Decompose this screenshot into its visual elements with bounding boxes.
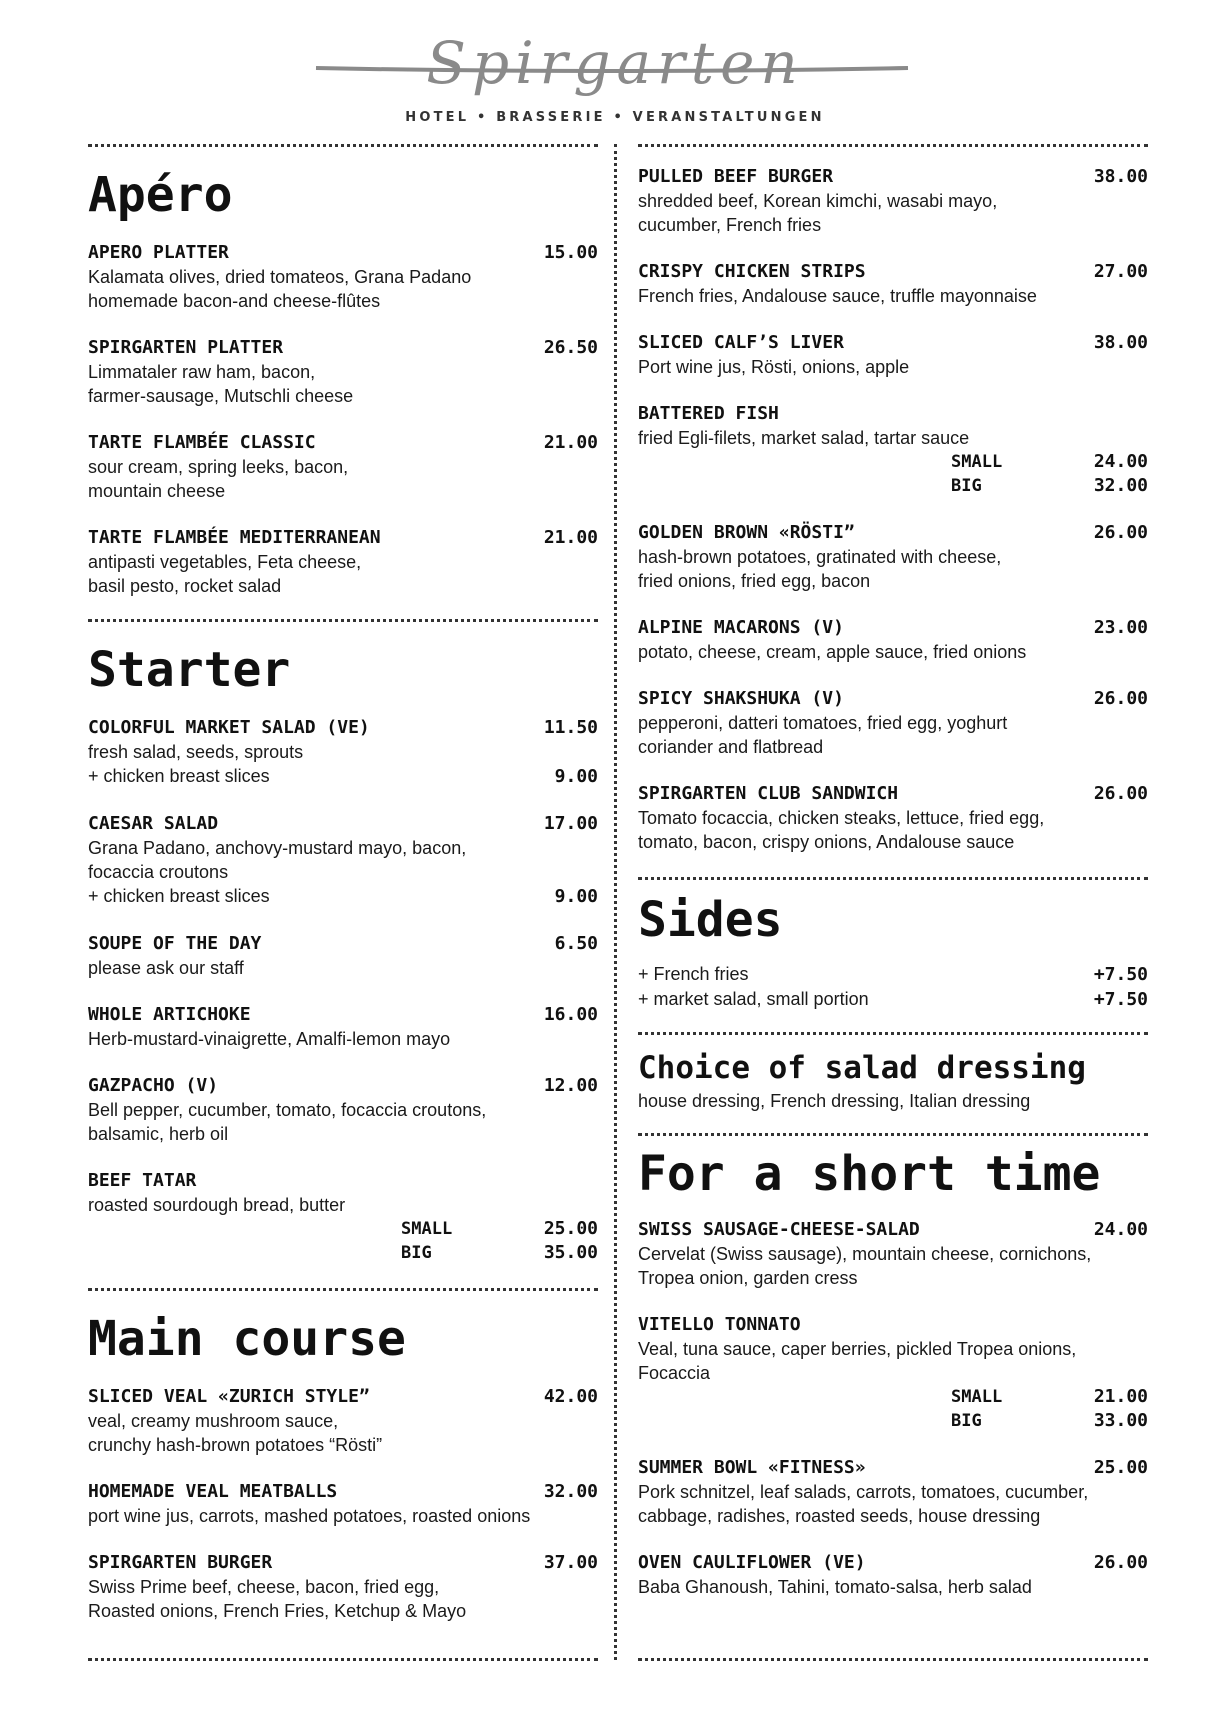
menu-item-header xyxy=(88,812,598,836)
menu-item-name: SOUPE OF THE DAY xyxy=(88,933,262,954)
menu-item-header xyxy=(88,1074,598,1098)
section-divider xyxy=(638,1133,1148,1136)
menu-item-name: SLICED VEAL «ZURICH STYLE” xyxy=(88,1386,370,1407)
menu-item xyxy=(88,812,598,909)
menu-item-name: SLICED CALF’S LIVER xyxy=(638,332,844,353)
addon-label: + chicken breast slices xyxy=(88,766,270,786)
portion-size-label: BIG xyxy=(951,1411,982,1431)
menu-item-price: 15.00 xyxy=(543,242,598,263)
menu-item-description: hash-brown potatoes, gratinated with cheese, xyxy=(638,547,1002,567)
menu-item-name: SPIRGARTEN CLUB SANDWICH xyxy=(638,783,899,804)
for-a-short-time-list xyxy=(638,1218,1148,1599)
menu-item-header xyxy=(638,1551,1148,1575)
menu-item-description: Swiss Prime beef, cheese, bacon, fried egg, xyxy=(88,1577,440,1597)
portion-size-price: 35.00 xyxy=(543,1242,598,1263)
menu-item xyxy=(638,616,1148,664)
menu-item-description: fried onions, fried egg, bacon xyxy=(638,571,871,591)
side-item-label: + market salad, small portion xyxy=(638,989,869,1009)
menu-item-name: SPIRGARTEN PLATTER xyxy=(88,337,284,358)
addon-label: + chicken breast slices xyxy=(88,886,270,906)
menu-item-description: shredded beef, Korean kimchi, wasabi mayo, xyxy=(638,191,998,211)
menu-item-name: CRISPY CHICKEN STRIPS xyxy=(638,261,866,282)
menu-item xyxy=(638,1218,1148,1290)
menu-item-description: cucumber, French fries xyxy=(638,215,822,235)
menu-item-header xyxy=(638,1313,1148,1337)
menu-item-price: 25.00 xyxy=(1093,1457,1148,1478)
menu-item-description: Focaccia xyxy=(638,1363,711,1383)
main-course-continued-list xyxy=(638,165,1148,854)
menu-item-name: BEEF TATAR xyxy=(88,1170,197,1191)
menu-item-description: potato, cheese, cream, apple sauce, fried onions xyxy=(638,642,1027,662)
menu-item-header xyxy=(638,782,1148,806)
menu-item xyxy=(638,1456,1148,1528)
menu-item-description: veal, creamy mushroom sauce, xyxy=(88,1411,339,1431)
menu-item xyxy=(88,336,598,408)
left-column xyxy=(88,144,598,1646)
menu-item-price: 26.50 xyxy=(543,337,598,358)
menu-item-header xyxy=(638,521,1148,545)
menu-item-description: fried Egli-filets, market salad, tartar sauce xyxy=(638,428,970,448)
menu-item xyxy=(88,1169,598,1265)
menu-item-header xyxy=(638,616,1148,640)
section-divider xyxy=(88,1288,598,1291)
menu-item-price: 37.00 xyxy=(543,1552,598,1573)
portion-size-label: SMALL xyxy=(401,1219,453,1239)
portion-sizes xyxy=(88,1217,598,1265)
menu-item-name: SUMMER BOWL «FITNESS» xyxy=(638,1457,866,1478)
menu-item-price: 24.00 xyxy=(1093,1219,1148,1240)
menu-item xyxy=(638,331,1148,379)
addon-price: 9.00 xyxy=(554,766,598,787)
menu-item-description: Herb-mustard-vinaigrette, Amalfi-lemon mayo xyxy=(88,1029,451,1049)
menu-item xyxy=(638,165,1148,237)
portion-size-row xyxy=(951,1385,1148,1409)
section-title-starter: Starter xyxy=(88,642,291,698)
menu-item-name: COLORFUL MARKET SALAD (VE) xyxy=(88,717,370,738)
portion-size-label: SMALL xyxy=(951,452,1003,472)
main-course-list xyxy=(88,1385,598,1623)
menu-item-description: crunchy hash-brown potatoes “Rösti” xyxy=(88,1435,383,1455)
menu-item-price: 26.00 xyxy=(1093,688,1148,709)
menu-item-description: basil pesto, rocket salad xyxy=(88,576,282,596)
menu-item-name: PULLED BEEF BURGER xyxy=(638,166,834,187)
menu-item-price: 21.00 xyxy=(543,527,598,548)
menu-item-price: 12.00 xyxy=(543,1075,598,1096)
menu-item xyxy=(638,1551,1148,1599)
menu-item-description: please ask our staff xyxy=(88,958,244,978)
menu-item-header xyxy=(88,1480,598,1504)
menu-item-description: fresh salad, seeds, sprouts xyxy=(88,742,304,762)
menu-item-price: 11.50 xyxy=(543,717,598,738)
logo-subtitle: HOTEL • BRASSERIE • VERANSTALTUNGEN xyxy=(405,110,825,125)
portion-sizes xyxy=(638,1385,1148,1433)
menu-item-header xyxy=(88,1169,598,1193)
menu-item-header xyxy=(88,932,598,956)
menu-item-name: SWISS SAUSAGE-CHEESE-SALAD xyxy=(638,1219,920,1240)
menu-item-description: Kalamata olives, dried tomateos, Grana Padano xyxy=(88,267,472,287)
menu-item-price: 32.00 xyxy=(543,1481,598,1502)
menu-item-description: roasted sourdough bread, butter xyxy=(88,1195,346,1215)
column-divider xyxy=(614,144,617,1660)
menu-item-header xyxy=(88,241,598,265)
menu-item-name: WHOLE ARTICHOKE xyxy=(88,1004,251,1025)
menu-item-price: 26.00 xyxy=(1093,1552,1148,1573)
menu-item-header xyxy=(638,260,1148,284)
menu-item-header xyxy=(88,336,598,360)
menu-item-addon xyxy=(88,884,598,909)
side-item-price: +7.50 xyxy=(1093,989,1148,1010)
menu-item xyxy=(88,1551,598,1623)
menu-item xyxy=(638,782,1148,854)
menu-item-price: 26.00 xyxy=(1093,522,1148,543)
menu-item-header xyxy=(638,331,1148,355)
menu-item xyxy=(88,431,598,503)
portion-size-row xyxy=(951,450,1148,474)
side-item xyxy=(638,962,1148,987)
menu-item-price: 16.00 xyxy=(543,1004,598,1025)
menu-item-header xyxy=(88,431,598,455)
menu-item-name: OVEN CAULIFLOWER (VE) xyxy=(638,1552,866,1573)
logo-wordmark: Spirgarten xyxy=(426,29,804,97)
menu-item-description: Veal, tuna sauce, caper berries, pickled Tropea onions, xyxy=(638,1339,1077,1359)
portion-size-label: BIG xyxy=(951,476,982,496)
bottom-divider-left xyxy=(88,1658,598,1661)
menu-item xyxy=(88,1480,598,1528)
portion-size-price: 21.00 xyxy=(1093,1386,1148,1407)
menu-item-price: 21.00 xyxy=(543,432,598,453)
side-item xyxy=(638,987,1148,1012)
menu-item-price: 27.00 xyxy=(1093,261,1148,282)
salad-dressing-options: house dressing, French dressing, Italian dressing xyxy=(638,1091,1031,1111)
menu-item-addon xyxy=(88,764,598,789)
menu-item-description: sour cream, spring leeks, bacon, xyxy=(88,457,349,477)
section-divider xyxy=(638,877,1148,880)
menu-item-description: Tropea onion, garden cress xyxy=(638,1268,858,1288)
menu-item-description: Port wine jus, Rösti, onions, apple xyxy=(638,357,910,377)
menu-item-description: homemade bacon-and cheese-flûtes xyxy=(88,291,381,311)
portion-size-price: 33.00 xyxy=(1093,1410,1148,1431)
menu-item-name: SPICY SHAKSHUKA (V) xyxy=(638,688,844,709)
menu-item-price: 38.00 xyxy=(1093,166,1148,187)
menu-item-description: mountain cheese xyxy=(88,481,226,501)
menu-item-name: VITELLO TONNATO xyxy=(638,1314,801,1335)
menu-item-header xyxy=(638,402,1148,426)
menu-item-description: balsamic, herb oil xyxy=(88,1124,229,1144)
menu-item xyxy=(638,687,1148,759)
menu-item-header xyxy=(638,687,1148,711)
menu-item-description: Baba Ghanoush, Tahini, tomato-salsa, herb salad xyxy=(638,1577,1032,1597)
portion-size-label: SMALL xyxy=(951,1387,1003,1407)
brand-logo xyxy=(310,28,920,138)
starter-list xyxy=(88,716,598,1265)
menu-item-name: CAESAR SALAD xyxy=(88,813,219,834)
sides-list xyxy=(638,962,1148,1012)
menu-item xyxy=(638,1313,1148,1433)
menu-item-description: Bell pepper, cucumber, tomato, focaccia croutons, xyxy=(88,1100,487,1120)
menu-item-name: GAZPACHO (V) xyxy=(88,1075,219,1096)
side-item-label: + French fries xyxy=(638,964,749,984)
menu-item xyxy=(88,1385,598,1457)
menu-item-header xyxy=(638,1456,1148,1480)
menu-item-description: Cervelat (Swiss sausage), mountain cheese, cornichons, xyxy=(638,1244,1092,1264)
menu-item-header xyxy=(88,1003,598,1027)
bottom-divider-right xyxy=(638,1658,1148,1661)
menu-item-price: 42.00 xyxy=(543,1386,598,1407)
menu-item-name: TARTE FLAMBÉE CLASSIC xyxy=(88,432,316,453)
menu-item-name: HOMEMADE VEAL MEATBALLS xyxy=(88,1481,338,1502)
portion-size-row xyxy=(401,1217,598,1241)
portion-size-price: 32.00 xyxy=(1093,475,1148,496)
menu-item-name: BATTERED FISH xyxy=(638,403,779,424)
menu-item xyxy=(88,716,598,789)
menu-item-name: TARTE FLAMBÉE MEDITERRANEAN xyxy=(88,527,381,548)
menu-item xyxy=(88,932,598,980)
menu-item-header xyxy=(88,1385,598,1409)
menu-item-description: French fries, Andalouse sauce, truffle mayonnaise xyxy=(638,286,1037,306)
menu-item-description: farmer-sausage, Mutschli cheese xyxy=(88,386,354,406)
section-title-for-a-short-time: For a short time xyxy=(638,1146,1101,1202)
menu-item-price: 6.50 xyxy=(554,933,598,954)
portion-size-price: 24.00 xyxy=(1093,451,1148,472)
menu-item-price: 23.00 xyxy=(1093,617,1148,638)
section-title-salad-dressing: Choice of salad dressing xyxy=(638,1050,1086,1086)
menu-item-header xyxy=(88,526,598,550)
menu-item-description: pepperoni, datteri tomatoes, fried egg, yoghurt xyxy=(638,713,1008,733)
menu-item-header xyxy=(88,1551,598,1575)
menu-item-description: Pork schnitzel, leaf salads, carrots, tomatoes, cucumber, xyxy=(638,1482,1089,1502)
menu-item-price: 26.00 xyxy=(1093,783,1148,804)
menu-item-header xyxy=(88,716,598,740)
menu-item-description: Tomato focaccia, chicken steaks, lettuce, fried egg, xyxy=(638,808,1045,828)
menu-item-name: SPIRGARTEN BURGER xyxy=(88,1552,273,1573)
menu-item-price: 17.00 xyxy=(543,813,598,834)
section-title-main-course: Main course xyxy=(88,1311,406,1367)
menu-item xyxy=(88,241,598,313)
menu-item-description: Limmataler raw ham, bacon, xyxy=(88,362,316,382)
portion-size-row xyxy=(951,1409,1148,1433)
menu-item-name: APERO PLATTER xyxy=(88,242,229,263)
portion-size-row xyxy=(401,1241,598,1265)
section-divider xyxy=(88,144,598,147)
menu-item-description: Grana Padano, anchovy-mustard mayo, bacon, xyxy=(88,838,467,858)
portion-sizes xyxy=(638,450,1148,498)
menu-item-description: Roasted onions, French Fries, Ketchup & Mayo xyxy=(88,1601,467,1621)
menu-item-description: focaccia croutons xyxy=(88,862,229,882)
section-divider xyxy=(88,619,598,622)
portion-size-label: BIG xyxy=(401,1243,432,1263)
menu-item xyxy=(88,526,598,598)
menu-item xyxy=(638,521,1148,593)
section-title-sides: Sides xyxy=(638,892,783,948)
menu-item-header xyxy=(638,165,1148,189)
apero-list xyxy=(88,241,598,598)
menu-item-description: coriander and flatbread xyxy=(638,737,824,757)
menu-item-description: antipasti vegetables, Feta cheese, xyxy=(88,552,362,572)
menu-item-name: GOLDEN BROWN «RÖSTI” xyxy=(638,522,855,543)
menu-item xyxy=(638,260,1148,308)
portion-size-row xyxy=(951,474,1148,498)
menu-item-description: tomato, bacon, crispy onions, Andalouse sauce xyxy=(638,832,1015,852)
menu-item-header xyxy=(638,1218,1148,1242)
addon-price: 9.00 xyxy=(554,886,598,907)
section-title-apero: Apéro xyxy=(88,167,233,223)
side-item-price: +7.50 xyxy=(1093,964,1148,985)
portion-size-price: 25.00 xyxy=(543,1218,598,1239)
menu-item-name: ALPINE MACARONS (V) xyxy=(638,617,844,638)
menu-item xyxy=(88,1003,598,1051)
menu-item-description: port wine jus, carrots, mashed potatoes, roasted onions xyxy=(88,1506,531,1526)
menu-item-price: 38.00 xyxy=(1093,332,1148,353)
section-divider xyxy=(638,1032,1148,1035)
menu-item-description: cabbage, radishes, roasted seeds, house dressing xyxy=(638,1506,1041,1526)
menu-item xyxy=(88,1074,598,1146)
menu-item xyxy=(638,402,1148,498)
right-column xyxy=(638,144,1148,1622)
